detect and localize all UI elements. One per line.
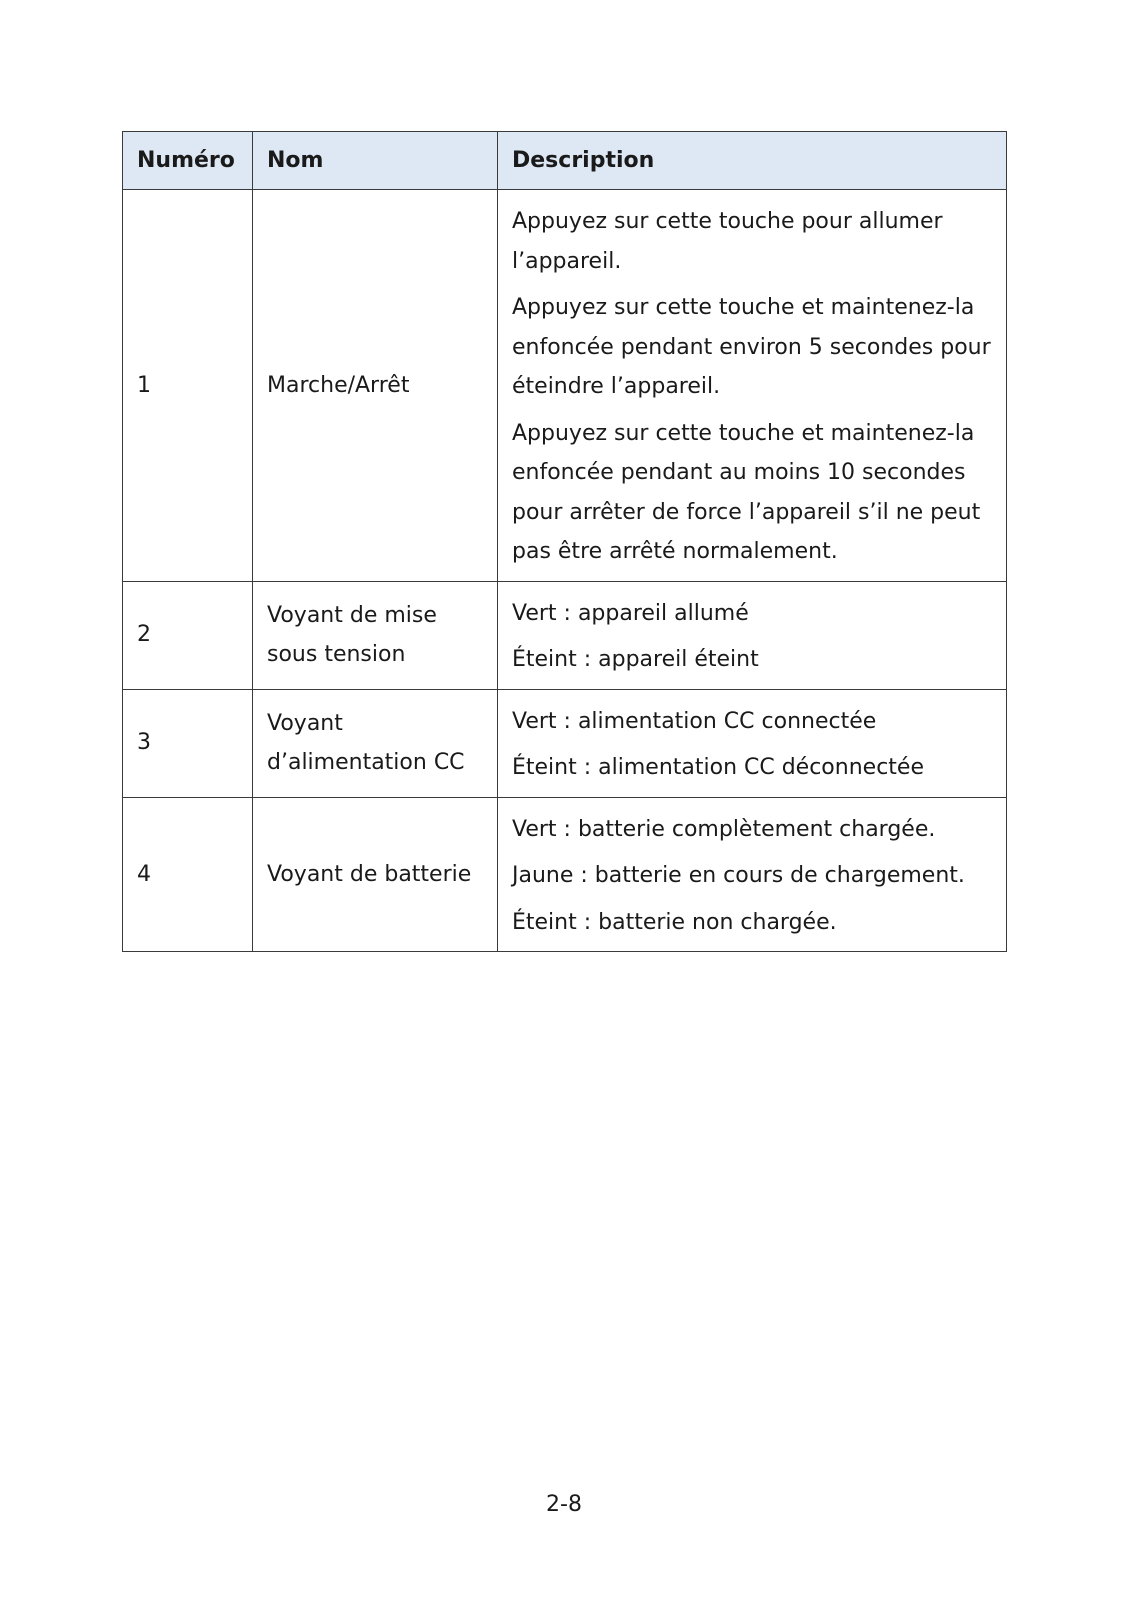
row-number: 1 — [123, 190, 253, 582]
table-header-row — [123, 132, 1007, 190]
row-name: Marche/Arrêt — [253, 190, 498, 582]
row-number: 2 — [123, 581, 253, 689]
row-description — [498, 190, 1007, 582]
table-body — [123, 190, 1007, 952]
row-description — [498, 689, 1007, 797]
table-row — [123, 581, 1007, 689]
header-description: Description — [498, 132, 1007, 190]
description-paragraph: Éteint : appareil éteint — [512, 647, 759, 672]
row-name: Voyant de batterie — [253, 797, 498, 952]
description-paragraph: Vert : appareil allumé — [512, 600, 749, 626]
table-row — [123, 190, 1007, 582]
description-paragraph: Appuyez sur cette touche pour allumer l’appareil. — [512, 209, 943, 274]
page-number: 2-8 — [546, 1492, 582, 1517]
description-paragraph: Appuyez sur cette touche et maintenez-la enfoncée pendant au moins 10 secondes pour arrêter de force l’appareil s’il ne peut pas être arrêté normalement. — [512, 420, 981, 564]
header-number: Numéro — [123, 132, 253, 190]
description-paragraph: Éteint : batterie non chargée. — [512, 909, 837, 935]
row-description — [498, 581, 1007, 689]
description-paragraph: Vert : alimentation CC connectée — [512, 708, 877, 734]
row-name: Voyant de mise sous tension — [253, 581, 498, 689]
table-row — [123, 797, 1007, 952]
row-description — [498, 797, 1007, 952]
description-paragraph: Appuyez sur cette touche et maintenez-la enfoncée pendant environ 5 secondes pour éteindre l’appareil. — [512, 295, 991, 399]
description-paragraph: Jaune : batterie en cours de chargement. — [512, 863, 965, 888]
header-name: Nom — [253, 132, 498, 190]
row-name: Voyant d’alimentation CC — [253, 689, 498, 797]
row-number: 3 — [123, 689, 253, 797]
row-number: 4 — [123, 797, 253, 952]
table-header — [123, 132, 1007, 190]
description-paragraph: Vert : batterie complètement chargée. — [512, 816, 936, 842]
indicator-table — [122, 131, 1007, 952]
table-row — [123, 689, 1007, 797]
description-paragraph: Éteint : alimentation CC déconnectée — [512, 755, 924, 780]
